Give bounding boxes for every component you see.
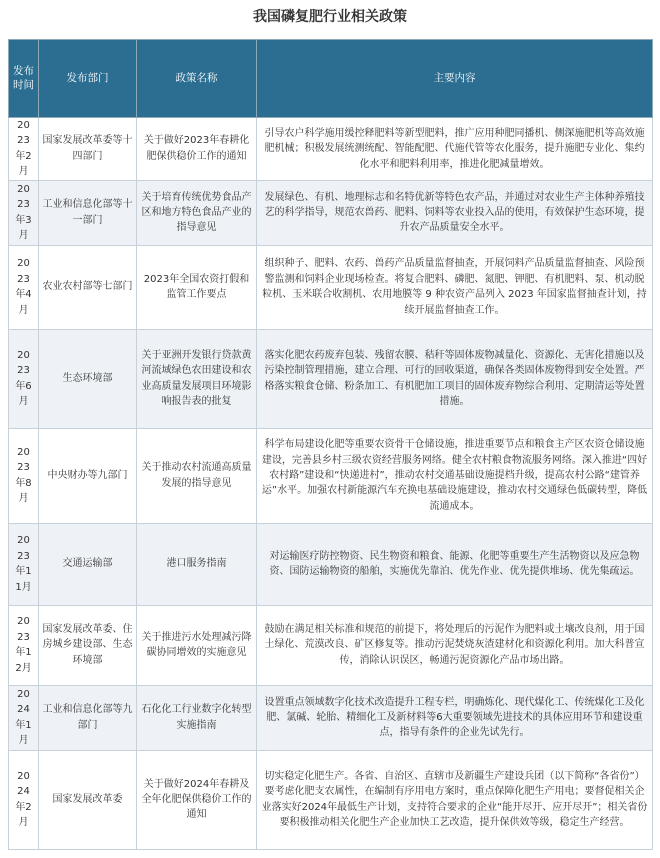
row-dept: 交通运输部 <box>39 523 137 605</box>
row-policy-name: 关于培育传统优势食品产区和地方特色食品产业的指导意见 <box>137 180 257 245</box>
row-dept: 中央财办等九部门 <box>39 428 137 523</box>
table-header-row <box>9 40 653 118</box>
row-policy-name: 关于推动农村流通高质量发展的指导意见 <box>137 428 257 523</box>
table-row <box>9 245 653 329</box>
table-row <box>9 605 653 685</box>
row-policy-name: 关于亚洲开发银行贷款黄河流域绿色农田建设和农业高质量发展项目环境影响报告表的批复 <box>137 329 257 428</box>
row-policy-name: 关于做好2023年春耕化肥保供稳价工作的通知 <box>137 118 257 181</box>
header-name: 政策名称 <box>137 40 257 118</box>
row-policy-name: 关于做好2024年春耕及全年化肥保供稳价工作的通知 <box>137 750 257 849</box>
row-dept: 国家发展改革委等十四部门 <box>39 118 137 181</box>
row-date: 2023年8月 <box>9 428 39 523</box>
row-policy-name: 石化化工行业数字化转型实施指南 <box>137 685 257 750</box>
row-date: 2023年6月 <box>9 329 39 428</box>
policy-table <box>8 39 653 850</box>
page-title: 我国磷复肥行业相关政策 <box>253 9 407 25</box>
row-date: 2024年1月 <box>9 685 39 750</box>
table-row <box>9 329 653 428</box>
table-row <box>9 523 653 605</box>
row-policy-name: 关于推进污水处理减污降碳协同增效的实施意见 <box>137 605 257 685</box>
row-content: 切实稳定化肥生产。各省、自治区、直辖市及新疆生产建设兵团（以下简称“各省份”）要考虑化肥支农属性，在编制有序用电方案时，重点保障化肥生产用电；要督促相关企业落实好2024年最低生产计划，支持符合要求的企业“能开尽开、应开尽开”；相关省份要积极推动相关化肥生产企业加快工艺改造，提升保供效等级，稳定生产经营。 <box>257 750 653 849</box>
row-dept: 农业农村部等七部门 <box>39 245 137 329</box>
row-dept: 工业和信息化部等十一部门 <box>39 180 137 245</box>
row-content: 落实化肥农药废弃包装、残留农膜、秸秆等固体废物减量化、资源化、无害化措施以及污染控制管理措施，建立合理、可行的回收渠道，确保各类固体废物得到安全处置。严格落实粮食仓储、粉条加工、有机肥加工项目的固体废弃物综合利用、定期清运等处置措施。 <box>257 329 653 428</box>
row-content: 设置重点领域数字化技术改造提升工程专栏，明确炼化、现代煤化工、传统煤化工及化肥、氯碱、轮胎、精细化工及新材料等6大重要领域先进技术的具体应用环节和建设重点，指导有条件的企业先试先行。 <box>257 685 653 750</box>
row-date: 2024年2月 <box>9 750 39 849</box>
row-date: 2023年2月 <box>9 118 39 181</box>
row-date: 2023年4月 <box>9 245 39 329</box>
header-date: 发布时间 <box>9 40 39 118</box>
row-dept: 国家发展改革委、住房城乡建设部、生态环境部 <box>39 605 137 685</box>
row-policy-name: 港口服务指南 <box>137 523 257 605</box>
row-policy-name: 2023年全国农资打假和监管工作要点 <box>137 245 257 329</box>
row-dept: 生态环境部 <box>39 329 137 428</box>
row-dept: 工业和信息化部等九部门 <box>39 685 137 750</box>
table-row <box>9 685 653 750</box>
row-content: 引导农户科学施用缓控释肥料等新型肥料，推广应用种肥同播机、侧深施肥机等高效施肥机械；积极发展统测统配、智能配肥、代施代管等农化服务，提升施肥专业化、集约化水平和肥料利用率，推进化肥减量增效。 <box>257 118 653 181</box>
row-dept: 国家发展改革委 <box>39 750 137 849</box>
header-content: 主要内容 <box>257 40 653 118</box>
row-date: 2023年12月 <box>9 605 39 685</box>
row-content: 对运输医疗防控物资、民生物资和粮食、能源、化肥等重要生产生活物资以及应急物资、国防运输物资的船舶，实施优先靠泊、优先作业、优先提供堆场、优先集疏运。 <box>257 523 653 605</box>
row-date: 2023年11月 <box>9 523 39 605</box>
header-dept: 发布部门 <box>39 40 137 118</box>
row-content: 发展绿色、有机、地理标志和名特优新等特色农产品，并通过对农业生产主体种养殖技艺的科学指导，规范农兽药、肥料、饲料等农业投入品的使用，有效保护生态环境，提升农产品质量安全水平。 <box>257 180 653 245</box>
row-content: 组织种子、肥料、农药、兽药产品质量监督抽查，开展饲料产品质量监督抽查、风险预警监测和饲料企业现场检查。将复合肥料、磷肥、氮肥、钾肥、有机肥料、泵、机动脱粒机、玉米联合收割机、农用地膜等 9 种农资产品列入 2023 年国家监督抽查计划，持续开展监督抽查工作。 <box>257 245 653 329</box>
table-row <box>9 118 653 181</box>
table-row <box>9 428 653 523</box>
row-content: 科学布局建设化肥等重要农资骨干仓储设施，推进重要节点和粮食主产区农资仓储设施建设，完善县乡村三级农资经营服务网络。健全农村粮食物流服务网络。深入推进“四好农村路”建设和“快递进村”，推动农村交通基础设施提档升级，提高农村公路“建管养运”水平。加强农村新能源汽车充换电基础设施建设，推动农村交通绿色低碳转型，降低流通成本。 <box>257 428 653 523</box>
table-row <box>9 750 653 849</box>
row-date: 2023年3月 <box>9 180 39 245</box>
table-row <box>9 180 653 245</box>
row-content: 鼓励在满足相关标准和规范的前提下，将处理后的污泥作为肥料或土壤改良剂，用于国土绿化、荒漠改良、矿区修复等。推动污泥焚烧灰渣建材化和资源化利用。加大科普宣传，消除认识误区，畅通污泥资源化产品市场出路。 <box>257 605 653 685</box>
